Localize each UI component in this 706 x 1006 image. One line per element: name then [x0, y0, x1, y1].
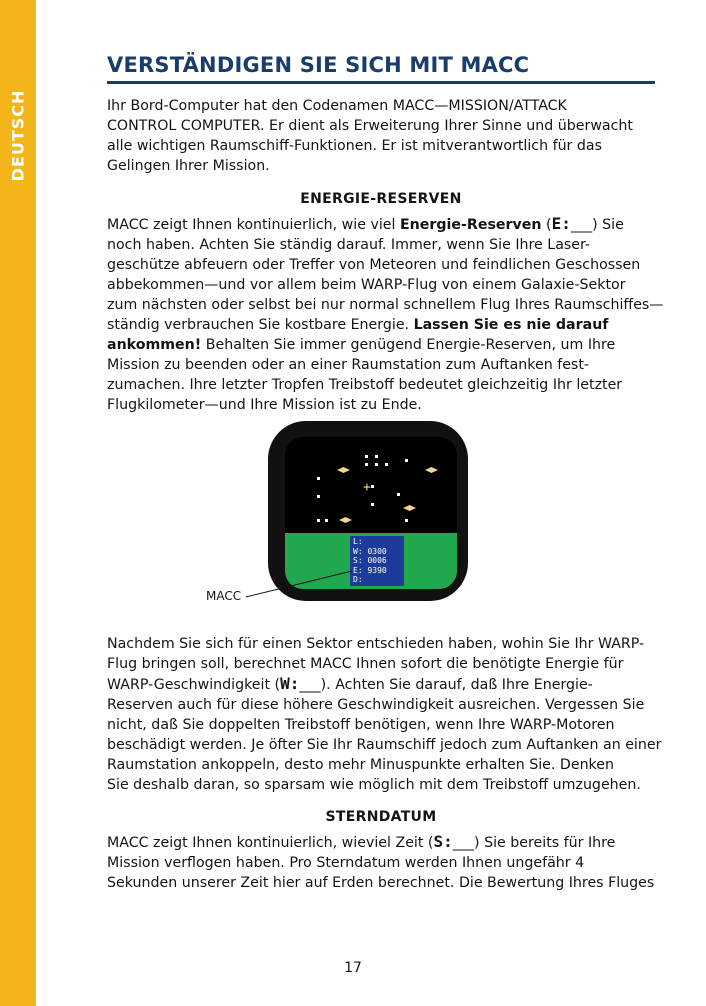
energie-heading: ENERGIE-RESERVEN	[300, 191, 462, 207]
star-dot	[317, 477, 320, 480]
star-dot	[405, 519, 408, 522]
enemy-ship-icon	[337, 467, 350, 473]
sterndatum-heading: STERNDATUM	[325, 809, 437, 825]
star-dot	[375, 463, 378, 466]
enemy-ship-icon	[425, 467, 438, 473]
star-dot	[365, 455, 368, 458]
star-dot	[397, 493, 400, 496]
star-dot	[365, 463, 368, 466]
language-side-tab	[0, 0, 36, 1006]
energie-section	[107, 214, 664, 415]
macc-callout-line	[244, 568, 356, 600]
energie-paragraph: MACC zeigt Ihnen kontinuierlich, wie viel Energie-Reserven (E:___) Sie noch haben. Achten Sie ständig darauf. Immer, wenn Sie Ihre Laser- geschütze abfeuern oder Treffer von Meteoren und feindlichen Geschossen abbekommen—und vor allem beim WARP-Flug von einem Galaxie-Sektor zum nächsten oder selbst bei nur normal schnellem Flug Ihres Raumschiffes— ständig verbrauchen Sie kostbare Energie. Lassen Sie es nie darauf ankommen! Behalten Sie immer genügend Energie-Reserven, um Ihre Mission zu beenden oder an einer Raumstation zum Auftanken fest- zumachen. Ihre letzter Tropfen Treibstoff bedeutet gleichzeitig Ihr letzter Flugkilometer—und Ihre Mission ist zu Ende.	[107, 214, 664, 413]
warp-section	[107, 634, 662, 795]
crosshair-icon: +	[363, 480, 371, 495]
space-view	[285, 437, 457, 533]
stardate-gauge-symbol: S:	[433, 832, 453, 851]
star-dot	[317, 495, 320, 498]
page-number: 17	[344, 960, 362, 976]
star-dot	[405, 459, 408, 462]
enemy-ship-icon	[339, 517, 352, 523]
sterndatum-paragraph: MACC zeigt Ihnen kontinuierlich, wieviel Zeit (S:___) Sie bereits für Ihre Mission verflogen haben. Pro Sterndatum werden Ihnen ungefähr 4 Sekunden unserer Zeit hier auf Erden berechnet. Die Bewertung Ihres Fluges	[107, 832, 655, 891]
title-rule	[107, 81, 655, 84]
energy-gauge-symbol: E:	[551, 214, 571, 233]
macc-readout: L: W: 0300 S: 0006 E: 9390 D:	[350, 536, 404, 586]
language-label: DEUTSCH	[8, 89, 28, 181]
sterndatum-section	[107, 832, 655, 893]
enemy-ship-icon	[403, 505, 416, 511]
star-dot	[385, 463, 388, 466]
page-title: VERSTÄNDIGEN SIE SICH MIT MACC	[107, 53, 530, 77]
star-dot	[325, 519, 328, 522]
warp-paragraph: Nachdem Sie sich für einen Sektor entschieden haben, wohin Sie Ihr WARP- Flug bringen soll, berechnet MACC Ihnen sofort die benötigte Energie für WARP-Geschwindigkeit (W:___). Achten Sie darauf, daß Ihre Energie- Reserven auch für diese höhere Geschwindigkeit ausreichen. Vergessen Sie nicht, daß Sie doppelten Treibstoff benötigen, wenn Ihre WARP-Motoren beschädigt werden. Je öfter Sie Ihr Raumschiff jedoch zum Auftanken an einer Raumstation ankoppeln, desto mehr Minuspunkte erhalten Sie. Denken Sie deshalb daran, so sparsam wie möglich mit dem Treibstoff umzugehen.	[107, 636, 662, 793]
star-dot	[371, 503, 374, 506]
warp-gauge-symbol: W:	[280, 674, 300, 693]
intro-section	[107, 96, 655, 176]
macc-callout-label: MACC	[206, 589, 242, 603]
star-dot	[375, 455, 378, 458]
star-dot	[317, 519, 320, 522]
intro-paragraph: Ihr Bord-Computer hat den Codenamen MACC—MISSION/ATTACK CONTROL COMPUTER. Er dient als Erweiterung Ihrer Sinne und überwacht alle wichtigen Raumschiff-Funktionen. Er ist mitverantwortlich für das Gelingen Ihrer Mission.	[107, 98, 633, 174]
star-dot	[371, 485, 374, 488]
